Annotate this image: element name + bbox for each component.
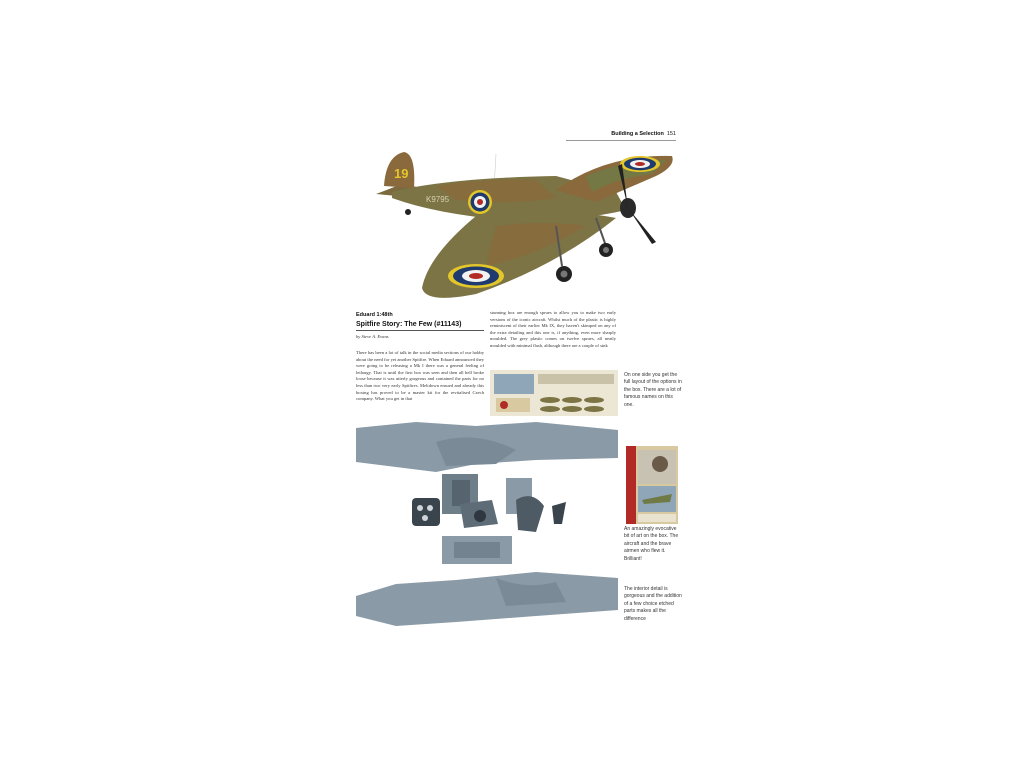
byline: by Steve A. Evans bbox=[356, 334, 389, 339]
caption-box-art: An amazingly evocative bit of art on the box. The aircraft and the brave airmen who flew it. Brilliant! bbox=[624, 526, 679, 562]
article-title: Spitfire Story: The Few (#11143) bbox=[356, 321, 484, 331]
page-number: 151 bbox=[666, 131, 676, 137]
header-rule bbox=[566, 140, 676, 141]
fuselage-serial: K9795 bbox=[426, 195, 450, 204]
magazine-page bbox=[354, 128, 684, 628]
body-column-2: stunning box are enough sprues to allow you to make two early versions of the iconic aircraft. Whilst much of the plastic is highly reminiscent of their earlier Mk IX, they haven't skimped on any of the extra detailing and this one is, if anything, even more sharply moulded. The grey plastic comes on twelve sprues, all neatly moulded with minimal flash, although there are a couple of sink bbox=[490, 310, 616, 348]
body-column-1: There has been a lot of talk in the social media sections of our hobby about the need for yet another Spitfire. When Eduard announced they were going to be releasing a Mk I there was a general feeling of lethargy. That is until the first box was seen and then all hell broke loose because it was utterly gorgeous and contained the parts for no less than two very early Spitfires. Meltdown ensued and already this boxing has proved to be a master kit for the revitalised Czech company. What you get in that bbox=[356, 350, 484, 402]
caption-interior: The interior detail is gorgeous and the addition of a few choice etched parts makes all the difference bbox=[624, 586, 682, 622]
running-header bbox=[566, 131, 676, 137]
caption-decals: On one side you get the full layout of the options in the box. There are a lot of famous names on this one. bbox=[624, 372, 682, 408]
decal-sheet-photo bbox=[490, 370, 618, 416]
box-art-photo bbox=[626, 446, 678, 524]
fin-code: 19 bbox=[394, 166, 409, 181]
interior-parts-photo bbox=[356, 420, 618, 626]
spitfire-model-photo bbox=[356, 146, 682, 308]
kit-brand: Eduard 1:48th bbox=[356, 312, 393, 318]
section-title: Building a Selection bbox=[611, 131, 664, 137]
